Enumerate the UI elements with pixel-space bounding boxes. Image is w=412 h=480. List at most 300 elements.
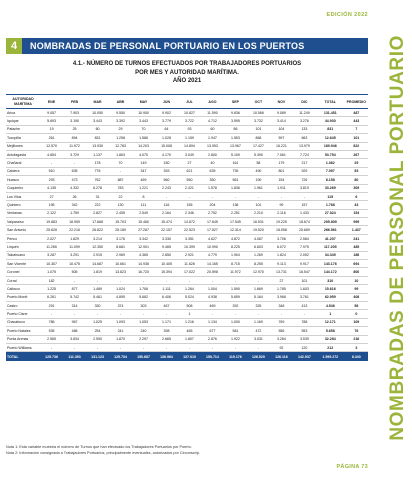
table-cell: 10.405	[155, 260, 178, 268]
table-cell: 53.754	[316, 150, 345, 158]
table-cell: 581	[224, 327, 247, 335]
table-cell: 4.712	[201, 117, 224, 125]
table-cell: -	[224, 276, 247, 284]
table-cell: 3.351	[178, 234, 201, 242]
table-cell: -	[247, 343, 270, 351]
table-cell: 4.627	[201, 234, 224, 242]
table-cell: 505	[63, 268, 86, 276]
table-row	[6, 243, 368, 251]
row-label: Los Vilos	[6, 192, 40, 200]
chapter-header	[6, 38, 368, 54]
table-cell: 27	[178, 159, 201, 167]
table-cell: 104	[270, 125, 293, 133]
table-cell: -	[178, 276, 201, 284]
table-cell: 13.823	[109, 268, 132, 276]
table-cell: 11.265	[40, 243, 63, 251]
table-cell: 1.768	[316, 201, 345, 209]
table-cell: -	[247, 310, 270, 318]
table-cell: 677	[201, 327, 224, 335]
column-header: MAY	[132, 95, 155, 109]
table-cell: 155	[178, 201, 201, 209]
table-cell: 1.669	[247, 285, 270, 293]
table-cell: 29	[109, 125, 132, 133]
table-cell: 350	[201, 176, 224, 184]
table-cell: 195	[40, 201, 63, 209]
table-cell: 4.365	[132, 251, 155, 259]
table-cell: 2.346	[178, 209, 201, 217]
table-cell: 5.658	[316, 327, 345, 335]
table-cell: 801	[270, 167, 293, 175]
table-cell: -	[201, 192, 224, 200]
table-cell: 1.437	[345, 226, 368, 234]
table-cell: 6.261	[40, 293, 63, 301]
table-cell: 169.946	[316, 142, 345, 150]
table-cell: -	[201, 276, 224, 284]
table-cell: 130	[109, 201, 132, 209]
table-cell: 93	[345, 167, 368, 175]
table-cell: 190	[247, 176, 270, 184]
table-cell: 5.682	[132, 293, 155, 301]
total-cell: 131.123	[86, 352, 109, 361]
table-cell: 8.255	[247, 260, 270, 268]
table-cell: 348	[270, 301, 293, 309]
column-header: MAR	[86, 95, 109, 109]
table-cell: 44.930	[316, 117, 345, 125]
table-cell: 3.342	[132, 234, 155, 242]
table-cell: 3.276	[293, 117, 316, 125]
table-cell: 150	[155, 159, 178, 167]
table-cell: 5.659	[224, 293, 247, 301]
table-cell: 6.278	[86, 184, 109, 192]
table-cell: 2.251	[224, 209, 247, 217]
table-cell: 1.225	[40, 285, 63, 293]
table-cell: 17.645	[201, 218, 224, 226]
table-cell: 465	[178, 327, 201, 335]
table-row	[6, 192, 368, 200]
table-cell: 4.872	[224, 234, 247, 242]
table-cell: 1.824	[270, 251, 293, 259]
table-cell: 154	[270, 176, 293, 184]
table-cell: 597	[270, 134, 293, 142]
table-cell: 2.876	[201, 335, 224, 343]
table-cell: 3.214	[86, 234, 109, 242]
table-cell: 2.800	[201, 150, 224, 158]
table-cell: 1.586	[132, 134, 155, 142]
table-row	[6, 218, 368, 226]
table-cell: 15.616	[316, 285, 345, 293]
row-label: Huasco	[6, 176, 40, 184]
table-row	[6, 343, 368, 351]
table-cell: 12.970	[247, 268, 270, 276]
table-cell: 15.394	[155, 268, 178, 276]
column-header: DIC	[293, 95, 316, 109]
table-cell: 29	[345, 159, 368, 167]
table-cell: 26	[63, 192, 86, 200]
table-cell: 310	[316, 276, 345, 284]
row-label: Caldera	[6, 167, 40, 175]
table-cell: -	[40, 310, 63, 318]
table-cell: 2.665	[155, 335, 178, 343]
table-cell: 7.903	[63, 109, 86, 117]
table-cell: 10.990	[201, 243, 224, 251]
table-title-year: AÑO 2021	[172, 78, 202, 84]
table-cell: 216	[345, 335, 368, 343]
table-cell: 3	[345, 343, 368, 351]
total-cell: 142.937	[293, 352, 316, 361]
table-cell: 117.205	[316, 243, 345, 251]
table-cell: 2.549	[132, 209, 155, 217]
row-label: Puerto Williams	[6, 343, 40, 351]
table-cell: 621	[178, 167, 201, 175]
table-cell: 6	[345, 192, 368, 200]
table-cell: 10.399	[178, 243, 201, 251]
table-cell: 11.628	[178, 260, 201, 268]
table-cell: 330	[86, 301, 109, 309]
row-label: Valparaíso	[6, 218, 40, 226]
side-title	[383, 28, 412, 448]
table-cell: 17.427	[247, 142, 270, 150]
table-body	[6, 109, 368, 361]
table-row	[6, 167, 368, 175]
table-cell: 157	[293, 201, 316, 209]
table-cell: 2.210	[247, 209, 270, 217]
table-row	[6, 109, 368, 117]
table-cell: 9.057	[40, 109, 63, 117]
table-cell: 487	[345, 109, 368, 117]
table-cell: 13.979	[293, 142, 316, 150]
total-cell: 1.599.272	[316, 352, 345, 361]
table-cell: 179	[270, 159, 293, 167]
table-row	[6, 318, 368, 326]
table-cell: 76	[345, 327, 368, 335]
table-row	[6, 276, 368, 284]
table-cell: 15.703	[109, 218, 132, 226]
total-cell: 111.393	[63, 352, 86, 361]
table-cell: 788	[293, 318, 316, 326]
table-cell: 553	[293, 327, 316, 335]
table-cell: 786	[40, 318, 63, 326]
row-label: Castro	[6, 301, 40, 309]
row-label: Ventanas	[6, 209, 40, 217]
table-cell: 212	[316, 343, 345, 351]
table-cell: 1.169	[247, 318, 270, 326]
table-cell: 374	[109, 301, 132, 309]
table-cell: 27	[40, 192, 63, 200]
table-cell: 3.443	[132, 117, 155, 125]
table-cell: 70	[132, 125, 155, 133]
table-cell: 17.022	[178, 268, 201, 276]
table-cell: 2.850	[155, 251, 178, 259]
table-cell: 408	[345, 293, 368, 301]
table-cell: 60	[86, 125, 109, 133]
table-cell: 34.349	[316, 251, 345, 259]
table-cell: 1.111	[155, 285, 178, 293]
table-cell: 3.819	[293, 184, 316, 192]
table-cell: 2.164	[155, 209, 178, 217]
table-cell: -	[293, 310, 316, 318]
table-cell: 143.176	[316, 260, 345, 268]
page-number: PÁGINA 73	[336, 464, 368, 470]
table-cell: 1	[178, 310, 201, 318]
table-cell: 240	[132, 327, 155, 335]
column-header: TOTAL	[316, 95, 345, 109]
table-cell: 2.584	[293, 234, 316, 242]
table-cell: 14.687	[86, 260, 109, 268]
total-cell: 126.520	[247, 352, 270, 361]
table-cell: 19.225	[270, 218, 293, 226]
table-cell: 508	[178, 301, 201, 309]
table-cell: 17.527	[201, 226, 224, 234]
table-cell: 1.785	[270, 285, 293, 293]
row-label: Calbuco	[6, 285, 40, 293]
table-cell: 16.547	[293, 268, 316, 276]
table-cell: 27.024	[316, 209, 345, 217]
table-cell: 13.731	[270, 268, 293, 276]
table-cell: -	[155, 343, 178, 351]
table-cell: 4.546	[316, 301, 345, 309]
table-cell: 10	[345, 276, 368, 284]
table-cell: 2.052	[293, 251, 316, 259]
table-cell: -	[178, 343, 201, 351]
table-cell: 19.883	[40, 218, 63, 226]
table-cell: 1.947	[201, 134, 224, 142]
table-cell: 2.921	[178, 251, 201, 259]
table-row	[6, 335, 368, 343]
row-label: Puerto Natales	[6, 327, 40, 335]
table-cell: 1.807	[178, 335, 201, 343]
table-cell: 3.330	[155, 234, 178, 242]
table-cell: 1.553	[224, 134, 247, 142]
table-cell: 11.590	[201, 109, 224, 117]
table-cell: 490	[247, 167, 270, 175]
table-cell: 182	[40, 276, 63, 284]
table-cell: 11.972	[63, 142, 86, 150]
table-cell: 25.689	[293, 226, 316, 234]
row-label: Lirquén	[6, 243, 40, 251]
table-cell: 1.863	[109, 150, 132, 158]
table-cell: 472	[247, 327, 270, 335]
table-cell: 739	[224, 167, 247, 175]
table-cell: 22.523	[178, 226, 201, 234]
table-cell: 3.761	[293, 293, 316, 301]
table-cell: 2.116	[270, 209, 293, 217]
table-cell: 26.822	[86, 226, 109, 234]
table-cell: 20.598	[201, 268, 224, 276]
table-row	[6, 268, 368, 276]
table-cell: 1.025	[86, 318, 109, 326]
column-header: AUTORIDAD MARÍTIMA	[6, 95, 40, 109]
table-cell: 3.729	[63, 150, 86, 158]
table-cell: 325	[247, 301, 270, 309]
table-cell: 8.681	[109, 243, 132, 251]
table-cell: 9.113	[270, 260, 293, 268]
table-cell: 309	[345, 184, 368, 192]
table-cell: 9.917	[293, 260, 316, 268]
table-cell: 58	[247, 159, 270, 167]
table-cell: 868	[247, 134, 270, 142]
table-cell: -	[201, 310, 224, 318]
total-row	[6, 352, 368, 361]
table-cell: 7.061	[270, 150, 293, 158]
table-cell: -	[109, 310, 132, 318]
table-cell: 8.715	[224, 260, 247, 268]
table-cell: 762	[86, 176, 109, 184]
table-row	[6, 159, 368, 167]
table-cell: 2.969	[109, 251, 132, 259]
table-cell: 101	[345, 134, 368, 142]
table-cell: 1.759	[63, 209, 86, 217]
table-cell: 8.225	[224, 243, 247, 251]
table-cell: 18.674	[293, 218, 316, 226]
table-cell: 877	[63, 285, 86, 293]
table-cell: 115	[316, 192, 345, 200]
table-cell: 14.165	[201, 260, 224, 268]
table-cell: 561	[224, 176, 247, 184]
table-cell: 4.070	[132, 150, 155, 158]
total-cell: 8.340	[345, 352, 368, 361]
table-row	[6, 301, 368, 309]
table-cell: 1.904	[224, 251, 247, 259]
table-cell: 3.539	[293, 335, 316, 343]
row-label: San Antonio	[6, 226, 40, 234]
row-label: Corral	[6, 276, 40, 284]
table-cell: 15.474	[155, 218, 178, 226]
table-cell: 3.049	[178, 150, 201, 158]
total-label: TOTAL	[6, 352, 40, 361]
table-cell: 469	[132, 176, 155, 184]
table-cell: 25.628	[40, 226, 63, 234]
table-cell: 1.706	[132, 285, 155, 293]
table-cell: -	[155, 310, 178, 318]
table-cell: 3.779	[155, 117, 178, 125]
table-cell: 9.550	[109, 109, 132, 117]
table-cell: 27.287	[132, 226, 155, 234]
total-cell: 150.687	[132, 352, 155, 361]
table-cell: 9.089	[270, 109, 293, 117]
table-cell: 11.972	[224, 268, 247, 276]
row-label: Puerto Montt	[6, 293, 40, 301]
table-cell: 40	[201, 159, 224, 167]
table-cell: 7.975	[293, 243, 316, 251]
table-cell: 473	[63, 176, 86, 184]
table-cell: 769	[270, 318, 293, 326]
edition-label: EDICIÓN 2022	[326, 12, 368, 18]
table-cell: 347	[132, 167, 155, 175]
total-cell: 126.116	[270, 352, 293, 361]
table-cell: 217	[293, 159, 316, 167]
table-cell: -	[63, 276, 86, 284]
table-cell: 1.264	[178, 285, 201, 293]
table-cell: 4.938	[201, 293, 224, 301]
table-cell: -	[86, 310, 109, 318]
table-cell: 5.390	[247, 150, 270, 158]
table-cell: 4.087	[247, 234, 270, 242]
table-cell: 1.829	[63, 234, 86, 242]
note-2: Nota 2: Información consignada a Trabajadores Portuarios, principalmente eventuales, autorizados por Circunscrip.	[6, 450, 200, 455]
table-cell: 1.134	[201, 318, 224, 326]
table-cell: 3.287	[40, 251, 63, 259]
table-cell: 694	[345, 260, 368, 268]
row-label: Quintero	[6, 201, 40, 209]
table-cell: 6.158	[316, 176, 345, 184]
table-cell: 136	[224, 201, 247, 209]
table-cell: 13.930	[86, 142, 109, 150]
table-cell: 267	[345, 150, 368, 158]
table-cell: 5.164	[247, 293, 270, 301]
table-cell: 133	[293, 125, 316, 133]
table-cell: -	[247, 276, 270, 284]
table-cell: 443	[345, 117, 368, 125]
table-cell: 205.809	[316, 218, 345, 226]
table-row	[6, 201, 368, 209]
table-cell: 783	[109, 184, 132, 192]
table-cell: 342	[63, 201, 86, 209]
table-cell: 2.590	[86, 335, 109, 343]
table-cell: 266.561	[316, 226, 345, 234]
table-cell: 831	[316, 125, 345, 133]
table-cell: 70	[109, 159, 132, 167]
table-cell: 3.706	[270, 234, 293, 242]
column-header: ENE	[40, 95, 63, 109]
table-cell: 13.967	[224, 142, 247, 150]
turnos-table	[6, 94, 368, 361]
table-cell: 25.189	[109, 226, 132, 234]
table-cell: 13.953	[201, 142, 224, 150]
table-cell: 3.176	[109, 234, 132, 242]
table-cell: -	[63, 343, 86, 351]
table-cell: -	[40, 159, 63, 167]
table-cell: 1.137	[86, 150, 109, 158]
table-cell: 32.284	[316, 335, 345, 343]
notes	[6, 445, 366, 456]
table-row	[6, 125, 368, 133]
table-cell: 5.461	[86, 293, 109, 301]
table-cell: 12.314	[224, 226, 247, 234]
table-cell: 25	[63, 125, 86, 133]
table-cell: 14.936	[132, 260, 155, 268]
table-cell: 8	[132, 192, 155, 200]
table-cell: 17.668	[86, 218, 109, 226]
table-cell: 62.959	[316, 293, 345, 301]
column-header: SEP	[224, 95, 247, 109]
row-label: Mejillones	[6, 142, 40, 150]
table-cell: 4.170	[155, 150, 178, 158]
table-cell: 33.269	[316, 184, 345, 192]
table-cell: 556	[270, 327, 293, 335]
table-cell: 11.099	[63, 243, 86, 251]
table-cell: -	[63, 310, 86, 318]
table-cell: 6.072	[270, 243, 293, 251]
chapter-number: 4	[6, 38, 22, 54]
table-cell: 204	[201, 201, 224, 209]
table-cell: 485	[345, 243, 368, 251]
table-cell: 1.159	[178, 134, 201, 142]
table-cell: 120	[293, 343, 316, 351]
table-cell: 3.443	[86, 117, 109, 125]
table-cell: 4.779	[201, 251, 224, 259]
table-cell: 12.350	[86, 243, 109, 251]
table-cell: 1.028	[155, 134, 178, 142]
table-cell: 241	[345, 234, 368, 242]
chapter-title: NOMBRADAS DE PERSONAL PORTUARIO EN LOS PUERTOS	[30, 41, 305, 51]
table-cell: 2.122	[40, 209, 63, 217]
table-cell: 10.050	[86, 109, 109, 117]
table-cell: 398	[155, 327, 178, 335]
table-cell: 261	[40, 134, 63, 142]
row-label: Patache	[6, 125, 40, 133]
table-cell: 4.135	[40, 184, 63, 192]
table-cell: 16.959	[63, 218, 86, 226]
